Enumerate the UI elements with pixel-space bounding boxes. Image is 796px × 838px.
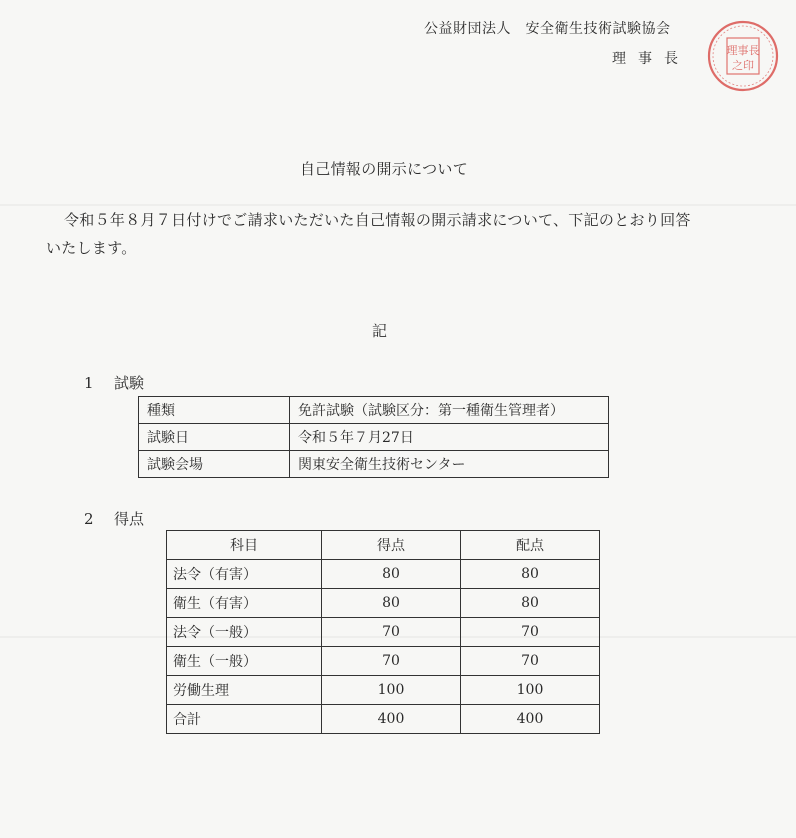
exam-type-key: 種類 — [139, 397, 290, 424]
section-2-heading — [84, 508, 144, 529]
table-row — [167, 618, 600, 647]
section-1-heading — [84, 372, 144, 393]
score-cell: 80 — [322, 560, 461, 589]
column-header-max: 配点 — [461, 531, 600, 560]
score-cell: 80 — [322, 589, 461, 618]
column-header-subject: 科目 — [167, 531, 322, 560]
document-title: 自己情報の開示について — [300, 160, 469, 178]
score-table — [166, 530, 600, 734]
subject-cell: 衛生（一般） — [167, 647, 322, 676]
ki-heading: 記 — [372, 322, 388, 340]
paper-crease — [0, 204, 796, 206]
subject-cell: 法令（一般） — [167, 618, 322, 647]
svg-text:之印: 之印 — [732, 59, 754, 72]
score-cell: 100 — [322, 676, 461, 705]
max-cell: 70 — [461, 647, 600, 676]
score-cell: 400 — [322, 705, 461, 734]
section-number: 2 — [84, 510, 94, 528]
score-cell: 70 — [322, 618, 461, 647]
table-total-row — [167, 705, 600, 734]
body-text-line-1: 令和５年８月７日付けでご請求いただいた自己情報の開示請求について、下記のとおり回答 — [64, 211, 691, 229]
exam-venue-value: 関東安全衛生技術センター — [290, 451, 609, 478]
exam-type-value: 免許試験（試験区分：第一種衛生管理者） — [290, 397, 609, 424]
subject-cell: 衛生（有害） — [167, 589, 322, 618]
table-row — [139, 424, 609, 451]
table-row — [167, 647, 600, 676]
exam-info-table — [138, 396, 609, 478]
subject-cell: 法令（有害） — [167, 560, 322, 589]
section-label: 試験 — [114, 374, 145, 392]
exam-date-key: 試験日 — [139, 424, 290, 451]
max-cell: 100 — [461, 676, 600, 705]
max-cell: 400 — [461, 705, 600, 734]
max-cell: 80 — [461, 589, 600, 618]
table-row — [167, 676, 600, 705]
max-cell: 80 — [461, 560, 600, 589]
score-cell: 70 — [322, 647, 461, 676]
column-header-score: 得点 — [322, 531, 461, 560]
svg-text:理事長: 理事長 — [726, 44, 760, 57]
exam-venue-key: 試験会場 — [139, 451, 290, 478]
subject-cell: 労働生理 — [167, 676, 322, 705]
issuer-role: 理事長 — [612, 51, 690, 67]
table-row — [167, 560, 600, 589]
table-row — [139, 397, 609, 424]
table-row — [139, 451, 609, 478]
subject-cell: 合計 — [167, 705, 322, 734]
issuer-organization: 公益財団法人 安全衛生技術試験協会 — [424, 21, 671, 37]
table-header-row — [167, 531, 600, 560]
section-label: 得点 — [114, 510, 145, 528]
section-number: 1 — [84, 374, 94, 392]
body-text-line-2: いたします。 — [46, 239, 137, 257]
table-row — [167, 589, 600, 618]
official-seal-stamp — [705, 18, 781, 94]
exam-date-value: 令和５年７月27日 — [290, 424, 609, 451]
max-cell: 70 — [461, 618, 600, 647]
